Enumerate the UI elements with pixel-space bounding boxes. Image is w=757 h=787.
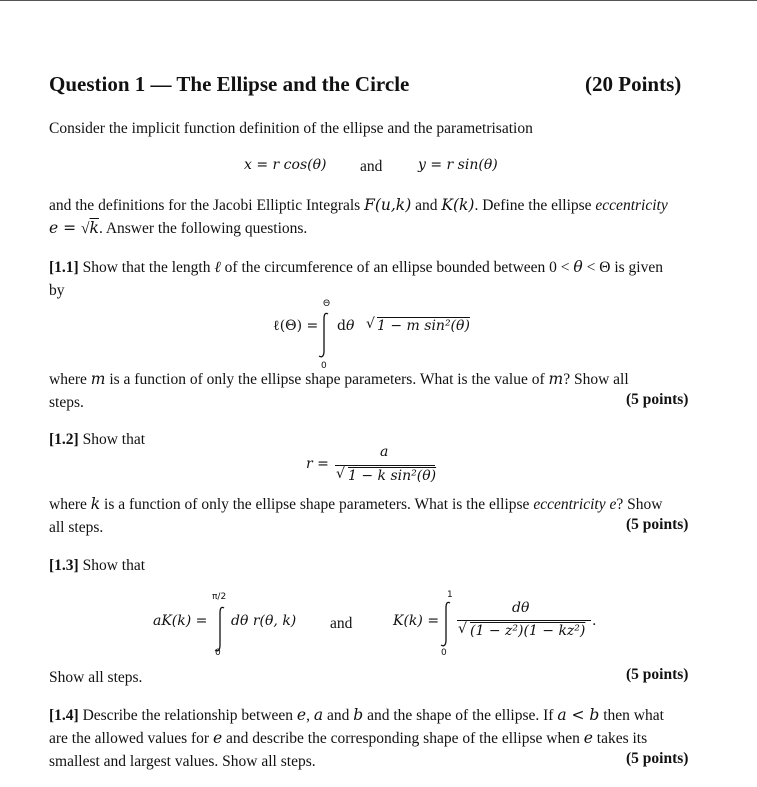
q11-eq-body: dθ bbox=[337, 318, 355, 334]
q13-eq2-period: . bbox=[592, 613, 597, 629]
integral-sign-icon bbox=[437, 600, 455, 648]
q12-eq-lhs: r = bbox=[306, 456, 329, 472]
q11-after-line1: where m is a function of only the ellipse shape parameters. What is the value of m? Show all bbox=[49, 370, 629, 388]
q11-eq-sqrt: √ bbox=[366, 316, 375, 332]
q14-line2: are the allowed values for e and describe the corresponding shape of the ellipse when e takes its bbox=[49, 729, 648, 747]
intro-text: Consider the implicit function definition of the ellipse and the parametrisation bbox=[49, 120, 533, 137]
eq-and: and bbox=[360, 158, 383, 175]
q12-tag: [1.2] bbox=[49, 431, 79, 448]
q12-fraction-bar bbox=[335, 465, 435, 466]
q13-eq2-lower: 0 bbox=[441, 648, 447, 658]
q11-points: (5 points) bbox=[626, 391, 689, 408]
q13-eq1-body: dθ r(θ, k) bbox=[231, 613, 297, 629]
eq-y-param: y = r sin(θ) bbox=[418, 157, 498, 173]
q13-tag: [1.3] bbox=[49, 557, 79, 574]
q13-eq2-radicand: (1 − z²)(1 − kz²) bbox=[470, 623, 586, 639]
q11-tag: [1.1] bbox=[49, 259, 79, 276]
q13-line1: [1.3] Show that bbox=[49, 557, 146, 574]
q14-line3: smallest and largest values. Show all steps. bbox=[49, 753, 316, 770]
q11-after-line2: steps. bbox=[49, 394, 84, 411]
intro-line2: and the definitions for the Jacobi Elliptic Integrals F(u,k) and K(k). Define the ellipse eccentricity bbox=[49, 196, 668, 214]
q11-eq-radicand: 1 − m sin²(θ) bbox=[377, 318, 470, 334]
q13-eq-and: and bbox=[330, 615, 353, 632]
q11-int-upper: Θ bbox=[323, 299, 331, 309]
q13-after: Show all steps. bbox=[49, 669, 143, 686]
q13-eq2-num: dθ bbox=[512, 600, 530, 616]
question-title: Question 1 — The Ellipse and the Circle bbox=[49, 72, 410, 96]
q12-after-line1: where k is a function of only the ellipse shape parameters. What is the ellipse eccentricity e? Show bbox=[49, 495, 663, 513]
intro-line3: e = √k. Answer the following questions. bbox=[49, 219, 308, 237]
q13-points: (5 points) bbox=[626, 666, 689, 683]
q12-eq-sqrt: √ bbox=[336, 466, 345, 482]
q14-points: (5 points) bbox=[626, 750, 689, 767]
q13-fraction-bar bbox=[457, 620, 591, 621]
q12-eq-radicand: 1 − k sin²(θ) bbox=[348, 468, 437, 484]
q12-line1: [1.2] Show that bbox=[49, 431, 146, 448]
q11-line2: by bbox=[49, 282, 65, 299]
q14-line1: [1.4] Describe the relationship between e, a and b and the shape of the ellipse. If a < b then what bbox=[49, 706, 664, 724]
integral-sign-icon bbox=[315, 311, 333, 359]
q13-eq1-upper: π/2 bbox=[212, 592, 227, 602]
question-points: (20 Points) bbox=[585, 72, 682, 96]
top-rule bbox=[0, 0, 757, 1]
q12-after-line2: all steps. bbox=[49, 519, 104, 536]
q13-eq2-sqrt: √ bbox=[458, 621, 467, 637]
q12-points: (5 points) bbox=[626, 516, 689, 533]
integral-sign-icon bbox=[211, 605, 229, 653]
q13-eq2-lhs: K(k) = bbox=[393, 613, 440, 629]
q11-eq-lhs: ℓ(Θ) = bbox=[273, 318, 319, 334]
q14-tag: [1.4] bbox=[49, 707, 79, 724]
q12-eq-num: a bbox=[380, 444, 389, 460]
q13-eq1-lhs: aK(k) = bbox=[153, 613, 208, 629]
q13-eq2-upper: 1 bbox=[447, 590, 453, 600]
q13-eq1-lower: 0 bbox=[215, 648, 221, 658]
q11-line1: [1.1] Show that the length ℓ of the circumference of an ellipse bounded between 0 < θ < Θ is given bbox=[49, 258, 663, 276]
eq-x-param: x = r cos(θ) bbox=[244, 157, 327, 173]
q11-int-lower: 0 bbox=[321, 361, 327, 371]
